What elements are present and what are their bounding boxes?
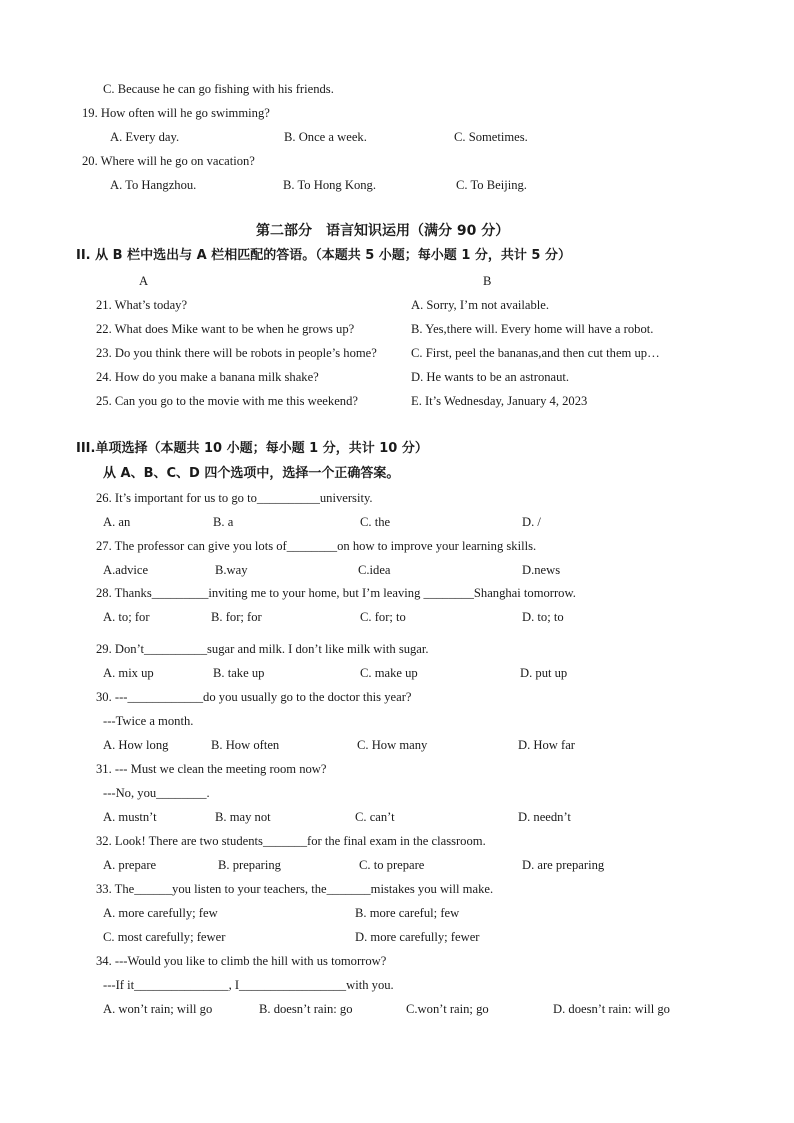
q34-stem: 34. ---Would you like to climb the hill with us tomorrow? [96, 954, 387, 968]
match-a-23: 23. Do you think there will be robots in people’s home? [96, 346, 377, 360]
q31-option-c: C. can’t [355, 810, 395, 824]
match-b-e: E. It’s Wednesday, January 4, 2023 [411, 394, 588, 408]
section3-heading: III.单项选择（本题共 10 小题；每小题 1 分，共计 10 分） [76, 441, 428, 456]
match-b-b: B. Yes,there will. Every home will have a robot. [411, 322, 654, 336]
column-a-label: A [139, 274, 149, 288]
q31-option-b: B. may not [215, 810, 271, 824]
q27-option-b: B.way [215, 563, 248, 577]
q27-option-c: C.idea [358, 563, 391, 577]
q28-option-a: A. to; for [103, 610, 150, 624]
q28-option-c: C. for; to [360, 610, 406, 624]
match-a-24: 24. How do you make a banana milk shake? [96, 370, 319, 384]
q34-option-d: D. doesn’t rain: will go [553, 1002, 670, 1016]
q19-option-c: C. Sometimes. [454, 130, 528, 144]
q27-option-a: A.advice [103, 563, 149, 577]
q29-stem: 29. Don’t__________sugar and milk. I don’t like milk with sugar. [96, 642, 429, 656]
match-a-25: 25. Can you go to the movie with me this weekend? [96, 394, 358, 408]
q33-option-a: A. more carefully; few [103, 906, 218, 920]
match-b-a: A. Sorry, I’m not available. [411, 298, 550, 312]
q34-option-b: B. doesn’t rain: go [259, 1002, 353, 1016]
q28-option-d: D. to; to [522, 610, 564, 624]
q19-option-a: A. Every day. [110, 130, 180, 144]
q26-option-c: C. the [360, 515, 391, 529]
q31-option-d: D. needn’t [518, 810, 571, 824]
q19-option-b: B. Once a week. [284, 130, 367, 144]
q29-option-a: A. mix up [103, 666, 154, 680]
q32-option-a: A. prepare [103, 858, 157, 872]
q28-option-b: B. for; for [211, 610, 262, 624]
q31-option-a: A. mustn’t [103, 810, 157, 824]
q34-response: ---If it_______________, I_________________with you. [103, 978, 394, 992]
q27-stem: 27. The professor can give you lots of________on how to improve your learning skills. [96, 539, 537, 553]
q29-option-d: D. put up [520, 666, 568, 680]
q30-stem: 30. ---____________do you usually go to the doctor this year? [96, 690, 412, 704]
match-a-22: 22. What does Mike want to be when he grows up? [96, 322, 355, 336]
q20-option-c: C. To Beijing. [456, 178, 527, 192]
q34-option-a: A. won’t rain; will go [103, 1002, 213, 1016]
match-a-21: 21. What’s today? [96, 298, 188, 312]
q30-option-b: B. How often [211, 738, 280, 752]
q33-stem: 33. The______you listen to your teachers, the_______mistakes you will make. [96, 882, 494, 896]
q26-option-b: B. a [213, 515, 234, 529]
section3-instruction: 从 A、B、C、D 四个选项中，选择一个正确答案。 [103, 466, 400, 481]
q18-option-c: C. Because he can go fishing with his friends. [103, 82, 334, 96]
q30-response: ---Twice a month. [103, 714, 194, 728]
q34-option-c: C.won’t rain; go [406, 1002, 489, 1016]
q29-option-b: B. take up [213, 666, 265, 680]
column-b-label: B [483, 274, 492, 288]
q26-stem: 26. It’s important for us to go to__________university. [96, 491, 373, 505]
q31-response: ---No, you________. [103, 786, 210, 800]
q32-option-b: B. preparing [218, 858, 281, 872]
q27-option-d: D.news [522, 563, 561, 577]
q19-stem: 19. How often will he go swimming? [82, 106, 270, 120]
q33-option-c: C. most carefully; fewer [103, 930, 226, 944]
q30-option-c: C. How many [357, 738, 428, 752]
q30-option-d: D. How far [518, 738, 576, 752]
q26-option-a: A. an [103, 515, 131, 529]
q20-option-b: B. To Hong Kong. [283, 178, 376, 192]
q20-option-a: A. To Hangzhou. [110, 178, 197, 192]
q28-stem: 28. Thanks_________inviting me to your home, but I’m leaving ________Shanghai tomorrow. [96, 586, 576, 600]
q33-option-d: D. more carefully; fewer [355, 930, 480, 944]
q29-option-c: C. make up [360, 666, 418, 680]
part2-title: 第二部分 语言知识运用（满分 90 分） [256, 223, 510, 239]
q20-stem: 20. Where will he go on vacation? [82, 154, 255, 168]
q32-option-d: D. are preparing [522, 858, 605, 872]
match-b-c: C. First, peel the bananas,and then cut them up… [411, 346, 660, 360]
q31-stem: 31. --- Must we clean the meeting room now? [96, 762, 327, 776]
q30-option-a: A. How long [103, 738, 169, 752]
q26-option-d: D. / [522, 515, 541, 529]
match-b-d: D. He wants to be an astronaut. [411, 370, 570, 384]
q32-stem: 32. Look! There are two students_______for the final exam in the classroom. [96, 834, 486, 848]
q32-option-c: C. to prepare [359, 858, 425, 872]
section2-heading: II. 从 B 栏中选出与 A 栏相匹配的答语。（本题共 5 小题；每小题 1 分，共计 5 分） [76, 248, 572, 263]
q33-option-b: B. more careful; few [355, 906, 460, 920]
